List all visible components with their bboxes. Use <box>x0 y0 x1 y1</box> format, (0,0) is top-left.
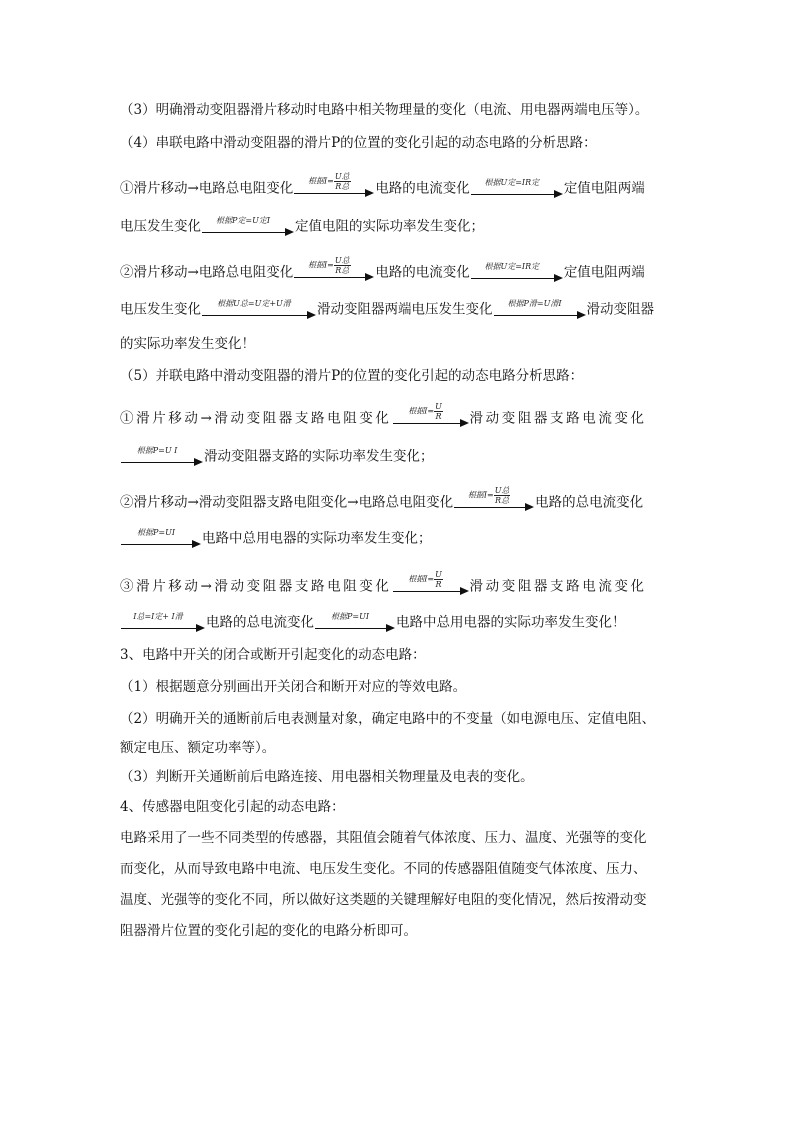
text-segment: ②滑片移动→电路总电阻变化 <box>120 264 294 281</box>
arrow-ohms-law: 根据I= $\frac{U}{R}$ <box>393 570 469 604</box>
text-segment: 定值电阻的实际功率发生变化； <box>295 218 484 235</box>
text-segment: ①滑片移动→电路总电阻变化 <box>120 180 294 197</box>
series-step-2-line-3: 的实际功率发生变化！ <box>120 336 255 352</box>
text-segment: ①滑片移动→滑动变阻器支路电阻变化 <box>120 410 392 427</box>
section-4-text-line-1: 电路采用了一些不同类型的传感器，其阻值会随着气体浓度、压力、温度、光强等的变化 <box>120 830 647 846</box>
text-segment: 电压发生变化 <box>120 301 201 318</box>
parallel-step-3-line-1 <box>120 570 647 604</box>
text-segment: 电压发生变化 <box>120 218 201 235</box>
section-3-item-2-line-2: 额定电压、额定功率等）。 <box>120 740 276 756</box>
section-4-text-line-3: 温度、光强等的变化不同，所以做好这类题的关键理解好电阻的变化情况，然后按滑动变 <box>120 892 647 908</box>
arrow-current-sum: I总=I定+ I滑 <box>121 606 205 640</box>
parallel-step-2-line-1 <box>120 486 643 520</box>
arrow-power-formula: 根据P=U I <box>121 440 203 474</box>
text-segment: ②滑片移动→滑动变阻器支路电阻变化→电路总电阻变化 <box>120 494 454 511</box>
section-3-item-3: （3）判断开关通断前后电路连接、用电器相关物理量及电表的变化。 <box>120 769 534 785</box>
series-step-2-line-2 <box>120 293 654 327</box>
text-segment: 电路的电流变化 <box>375 180 470 197</box>
parallel-step-3-line-2 <box>120 606 626 640</box>
arrow-ohms-law: 根据I= $\frac{\text{U总}}{\text{R总}}$ <box>294 256 374 290</box>
text-segment: 电路的总电流变化 <box>535 494 644 511</box>
text-segment: 电路中总用电器的实际功率发生变化； <box>202 530 432 547</box>
text-segment: 滑动变阻器支路的实际功率发生变化； <box>204 448 434 465</box>
paragraph-3: （3）明确滑动变阻器滑片移动时电路中相关物理量的变化（电流、用电器两端电压等）。 <box>120 102 649 118</box>
series-step-1-line-1 <box>120 172 645 206</box>
section-4-text-line-4: 阻器滑片位置的变化引起的变化的电路分析即可。 <box>120 923 417 939</box>
arrow-voltage-formula: 根据U定=IR定 <box>471 256 563 290</box>
arrow-voltage-formula: 根据U定=IR定 <box>471 172 563 206</box>
series-step-2-line-1 <box>120 256 645 290</box>
text-segment: 滑动变阻器 <box>586 301 654 318</box>
text-segment: 定值电阻两端 <box>563 180 645 197</box>
section-3-item-1: （1）根据题意分别画出开关闭合和断开对应的等效电路。 <box>120 679 467 695</box>
parallel-step-1-line-1 <box>120 402 647 436</box>
section-4-text-line-2: 而变化，从而导致电路中电流、电压发生变化。不同的传感器阻值随变气体浓度、压力、 <box>120 861 647 877</box>
arrow-power-formula: 根据P定=U定I <box>202 210 294 244</box>
text-segment: 电路中总用电器的实际功率发生变化！ <box>396 614 626 631</box>
section-4-heading: 4、传感器电阻变化引起的动态电路： <box>120 799 345 815</box>
parallel-step-1-line-2 <box>120 440 434 474</box>
paragraph-4: （4）串联电路中滑动变阻器的滑片P的位置的变化引起的动态电路的分析思路： <box>120 135 597 151</box>
section-3-item-2-line-1: （2）明确开关的通断前后电表测量对象，确定电路中的不变量（如电源电压、定值电阻、 <box>120 711 656 727</box>
arrow-slide-power: 根据P滑=U滑I <box>494 293 586 327</box>
arrow-ohms-law: 根据I= $\frac{\text{U总}}{\text{R总}}$ <box>294 172 374 206</box>
series-step-1-line-2 <box>120 210 484 244</box>
arrow-ohms-law: 根据I= $\frac{U}{R}$ <box>393 402 469 436</box>
paragraph-5: （5）并联电路中滑动变阻器的滑片P的位置的变化引起的动态电路分析思路： <box>120 368 584 384</box>
text-segment: 滑动变阻器两端电压发生变化 <box>317 301 493 318</box>
text-segment: ③滑片移动→滑动变阻器支路电阻变化 <box>120 578 392 595</box>
arrow-voltage-sum: 根据U总=U定+U滑 <box>202 293 316 327</box>
arrow-power-formula: 根据P=UI <box>315 606 395 640</box>
text-segment: 电路的电流变化 <box>375 264 470 281</box>
arrow-power-formula: 根据P=UI <box>121 522 201 556</box>
parallel-step-2-line-2 <box>120 522 432 556</box>
text-segment: 滑动变阻器支路电流变化 <box>469 578 647 595</box>
arrow-ohms-law: 根据I= $\frac{\text{U总}}{\text{R总}}$ <box>454 486 534 520</box>
section-3-heading: 3、电路中开关的闭合或断开引起变化的动态电路： <box>120 647 426 663</box>
text-segment: 滑动变阻器支路电流变化 <box>469 410 647 427</box>
text-segment: 定值电阻两端 <box>563 264 645 281</box>
text-segment: 电路的总电流变化 <box>206 614 314 631</box>
